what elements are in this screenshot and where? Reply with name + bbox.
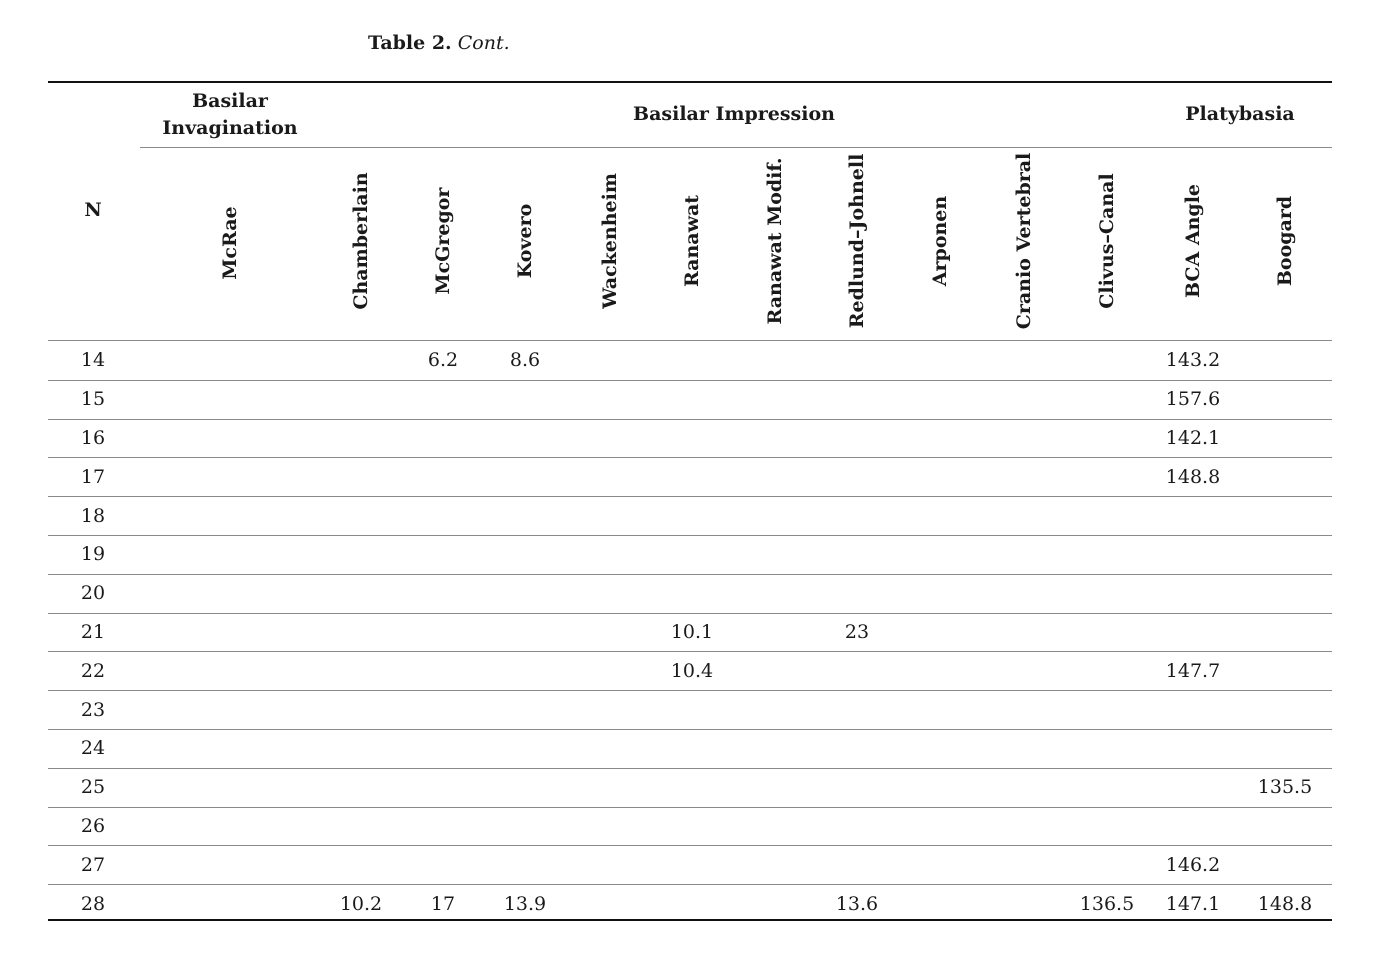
row-n: 23 <box>80 698 106 721</box>
column-header: Chamberlain <box>350 172 372 310</box>
row-divider <box>48 535 1332 536</box>
table-caption-label: Table 2. <box>368 32 452 54</box>
table-cell: 148.8 <box>1257 892 1313 915</box>
column-header: BCA Angle <box>1182 183 1204 299</box>
column-header: Redlund–Johnell <box>846 153 868 329</box>
row-divider <box>48 690 1332 691</box>
column-header: Wackenheim <box>599 173 621 309</box>
row-n: 21 <box>80 621 106 643</box>
row-n: 25 <box>80 776 106 799</box>
table-caption <box>368 32 510 54</box>
row-n: 14 <box>80 349 106 372</box>
row-divider <box>48 729 1332 730</box>
table-cell: 10.4 <box>670 659 714 682</box>
table-cell: 157.6 <box>1165 388 1221 411</box>
column-header: Cranio Vertebral <box>1013 152 1035 330</box>
group-basilar-impression: Basilar Impression <box>633 103 835 125</box>
row-divider <box>48 845 1332 846</box>
row-n: 15 <box>80 388 106 411</box>
column-header: Boogard <box>1274 195 1296 287</box>
row-divider <box>48 496 1332 497</box>
table-cell: 8.6 <box>509 349 541 372</box>
column-header: Ranawat <box>681 194 703 288</box>
table-cell: 143.2 <box>1165 349 1221 372</box>
row-divider <box>48 884 1332 885</box>
row-n: 17 <box>80 465 106 488</box>
row-divider <box>48 457 1332 458</box>
row-divider <box>48 807 1332 808</box>
row-divider <box>48 613 1332 614</box>
column-header: Ranawat Modif. <box>764 157 786 325</box>
group-platybasia: Platybasia <box>1185 103 1295 125</box>
table-cell: 10.2 <box>339 892 383 915</box>
row-n: 16 <box>80 427 106 449</box>
group-underline <box>140 147 1332 148</box>
table-cell: 146.2 <box>1165 853 1221 876</box>
column-header: Arponen <box>929 195 951 287</box>
table-cell: 148.8 <box>1165 465 1221 488</box>
group-basilar-invagination-line1: Basilar <box>192 90 268 112</box>
row-n: 22 <box>80 659 106 682</box>
row-divider <box>48 768 1332 769</box>
row-n: 27 <box>80 853 106 876</box>
table-cell: 23 <box>844 621 870 643</box>
table-cell: 147.1 <box>1165 892 1221 915</box>
table-cell: 13.9 <box>503 892 547 915</box>
row-n: 19 <box>80 543 106 566</box>
row-divider <box>48 380 1332 381</box>
row-n: 26 <box>80 815 106 837</box>
table-cell: 142.1 <box>1165 427 1221 449</box>
row-n: 24 <box>80 737 106 760</box>
bottom-rule <box>48 919 1332 921</box>
row-divider <box>48 419 1332 420</box>
table-cell: 17 <box>430 892 456 915</box>
column-header: Kovero <box>514 203 536 279</box>
top-rule <box>48 81 1332 83</box>
row-n: 20 <box>80 582 106 605</box>
table-cell: 6.2 <box>427 349 459 372</box>
group-basilar-invagination <box>140 88 320 142</box>
table-cell: 10.1 <box>670 621 714 643</box>
n-header: N <box>84 199 102 221</box>
group-basilar-invagination-line2: Invagination <box>162 117 298 139</box>
column-header: McGregor <box>432 187 454 295</box>
row-n: 28 <box>80 892 106 915</box>
table-cell: 136.5 <box>1079 892 1135 915</box>
table-caption-suffix: Cont. <box>457 32 510 54</box>
row-divider <box>48 651 1332 652</box>
row-n: 18 <box>80 504 106 527</box>
header-bottom-rule <box>48 340 1332 341</box>
column-header: McRae <box>219 206 241 280</box>
table-cell: 147.7 <box>1165 659 1221 682</box>
table-cell: 135.5 <box>1257 776 1313 799</box>
row-divider <box>48 574 1332 575</box>
table-cell: 13.6 <box>835 892 879 915</box>
column-header: Clivus–Canal <box>1096 173 1118 309</box>
